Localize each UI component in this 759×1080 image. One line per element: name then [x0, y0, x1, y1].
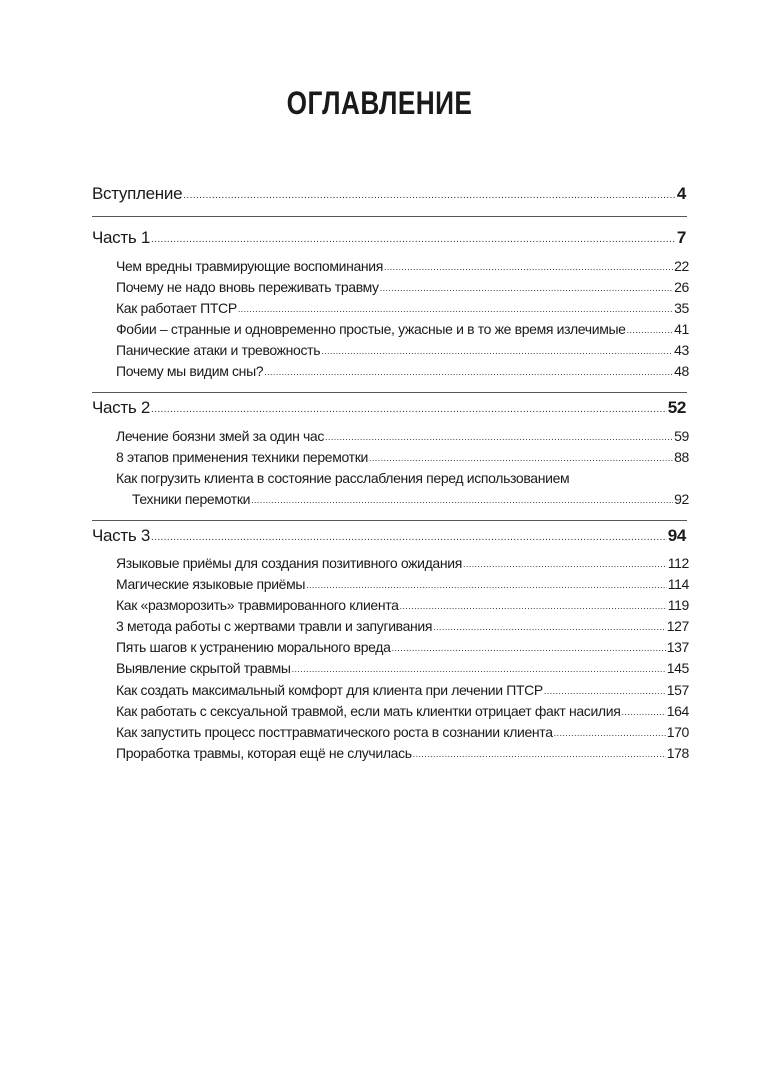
toc-entry-label: Как работать с сексуальной травмой, если мать клиентки отрицает факт насилия: [116, 703, 621, 719]
toc-entry-page: 26: [674, 279, 689, 295]
toc-entry[interactable]: [116, 682, 689, 698]
toc-entry-label: Часть 2: [92, 398, 151, 417]
toc-entry-label: Лечение боязни змей за один час: [116, 428, 325, 444]
toc-entry-label: 3 метода работы с жертвами травли и запугивания: [116, 618, 433, 634]
toc-entry-label: Вступление: [92, 184, 183, 203]
toc-entry-page: 94: [667, 526, 686, 545]
toc-entry-label: Пять шагов к устранению морального вреда: [116, 639, 391, 655]
toc-entry-label: Магические языковые приёмы: [116, 576, 306, 592]
dot-leader: [433, 622, 666, 632]
toc-entry[interactable]: [116, 449, 689, 465]
toc-entry[interactable]: [116, 428, 689, 444]
toc-entry-label: Как «разморозить» травмированного клиента: [116, 597, 399, 613]
toc-entry-label: Часть 1: [92, 228, 151, 247]
toc-entry-label: Часть 3: [92, 526, 151, 545]
toc-entry-label: Почему не надо вновь переживать травму: [116, 279, 379, 295]
toc-entry-page: 22: [674, 258, 689, 274]
toc-entry-page: 119: [667, 597, 689, 613]
toc-entry[interactable]: [116, 300, 689, 316]
dot-leader: [151, 234, 676, 245]
divider: [92, 520, 687, 521]
divider: [92, 216, 687, 217]
toc-entry[interactable]: [116, 279, 689, 295]
dot-leader: [264, 367, 673, 377]
dot-leader: [544, 686, 666, 696]
toc-entry-page: 35: [674, 300, 689, 316]
dot-leader: [384, 262, 673, 272]
dot-leader: [183, 190, 676, 201]
toc-entry-page: 178: [666, 745, 689, 761]
toc-entry-page: 88: [674, 449, 689, 465]
dot-leader: [151, 404, 667, 415]
toc-entry-page: 41: [674, 321, 689, 337]
toc-entry-label: Панические атаки и тревожность: [116, 342, 321, 358]
dot-leader: [392, 643, 666, 653]
dot-leader: [325, 432, 673, 442]
toc-entry-label: Почему мы видим сны?: [116, 363, 264, 379]
toc-entry[interactable]: [116, 597, 689, 613]
dot-leader: [400, 601, 667, 611]
toc-entry[interactable]: [116, 724, 689, 740]
toc-entry-page: 43: [674, 342, 689, 358]
toc-entry-label: Техники перемотки: [132, 491, 251, 507]
toc-entry[interactable]: [116, 555, 689, 571]
toc-entry[interactable]: [116, 639, 689, 655]
toc-entry-label: Чем вредны травмирующие воспоминания: [116, 258, 383, 274]
toc-entry[interactable]: [116, 342, 689, 358]
dot-leader: [306, 580, 667, 590]
dot-leader: [369, 453, 673, 463]
toc-entry-page: 4: [676, 184, 686, 203]
toc-entry-page: 137: [666, 639, 689, 655]
toc-entry-page: 7: [676, 228, 686, 247]
toc-entry[interactable]: [116, 321, 689, 337]
toc-entry-page: 48: [674, 363, 689, 379]
toc-entry[interactable]: [132, 491, 689, 507]
toc-entry-page: 157: [666, 682, 689, 698]
toc-entry-page: 59: [674, 428, 689, 444]
page-title: ОГЛАВЛЕНИЕ: [286, 85, 473, 121]
toc-entry-page: 145: [666, 660, 689, 676]
toc-entry-label: Как создать максимальный комфорт для клиента при лечении ПТСР: [116, 682, 543, 698]
toc-entry[interactable]: [116, 258, 689, 274]
toc-entry-part-1[interactable]: [92, 228, 686, 248]
toc-entry[interactable]: [116, 618, 689, 634]
dot-leader: [554, 728, 666, 738]
toc-entry-label: Проработка травмы, которая ещё не случилась: [116, 745, 412, 761]
toc-entry-page: 164: [666, 703, 689, 719]
dot-leader: [292, 664, 666, 674]
toc-entry-page: 170: [666, 724, 689, 740]
toc-entry-page: 114: [667, 576, 689, 592]
toc-entry[interactable]: [116, 745, 689, 761]
toc-entry-label: 8 этапов применения техники перемотки: [116, 449, 368, 465]
toc-entry-label: Выявление скрытой травмы: [116, 660, 291, 676]
toc-entry-page: 92: [674, 491, 689, 507]
toc-entry-label: Фобии – странные и одновременно простые, ужасные и в то же время излечимые: [116, 321, 626, 337]
dot-leader: [621, 707, 665, 717]
toc-entry[interactable]: [116, 703, 689, 719]
dot-leader: [238, 304, 673, 314]
toc-entry-intro[interactable]: [92, 184, 686, 204]
toc-entry[interactable]: [116, 363, 689, 379]
dot-leader: [151, 532, 667, 543]
dot-leader: [251, 495, 673, 505]
toc-entry-page: 112: [667, 555, 689, 571]
toc-entry-label: Языковые приёмы для создания позитивного ожидания: [116, 555, 462, 571]
toc-entry-label: Как запустить процесс посттравматического роста в сознании клиента: [116, 724, 553, 740]
toc-entry[interactable]: [116, 576, 689, 592]
toc-entry-page: 127: [666, 618, 689, 634]
toc-entry-part-2[interactable]: [92, 398, 686, 418]
dot-leader: [463, 559, 667, 569]
divider: [92, 392, 687, 393]
toc-entry[interactable]: [116, 660, 689, 676]
toc-entry-part-3[interactable]: [92, 526, 686, 546]
toc-entry-page: 52: [667, 398, 686, 417]
toc-entry-label-line-1[interactable]: Как погрузить клиента в состояние расслабления перед использованием: [116, 470, 570, 486]
toc-entry-label: Как работает ПТСР: [116, 300, 237, 316]
dot-leader: [627, 325, 674, 335]
dot-leader: [413, 749, 666, 759]
dot-leader: [321, 346, 673, 356]
dot-leader: [380, 283, 673, 293]
